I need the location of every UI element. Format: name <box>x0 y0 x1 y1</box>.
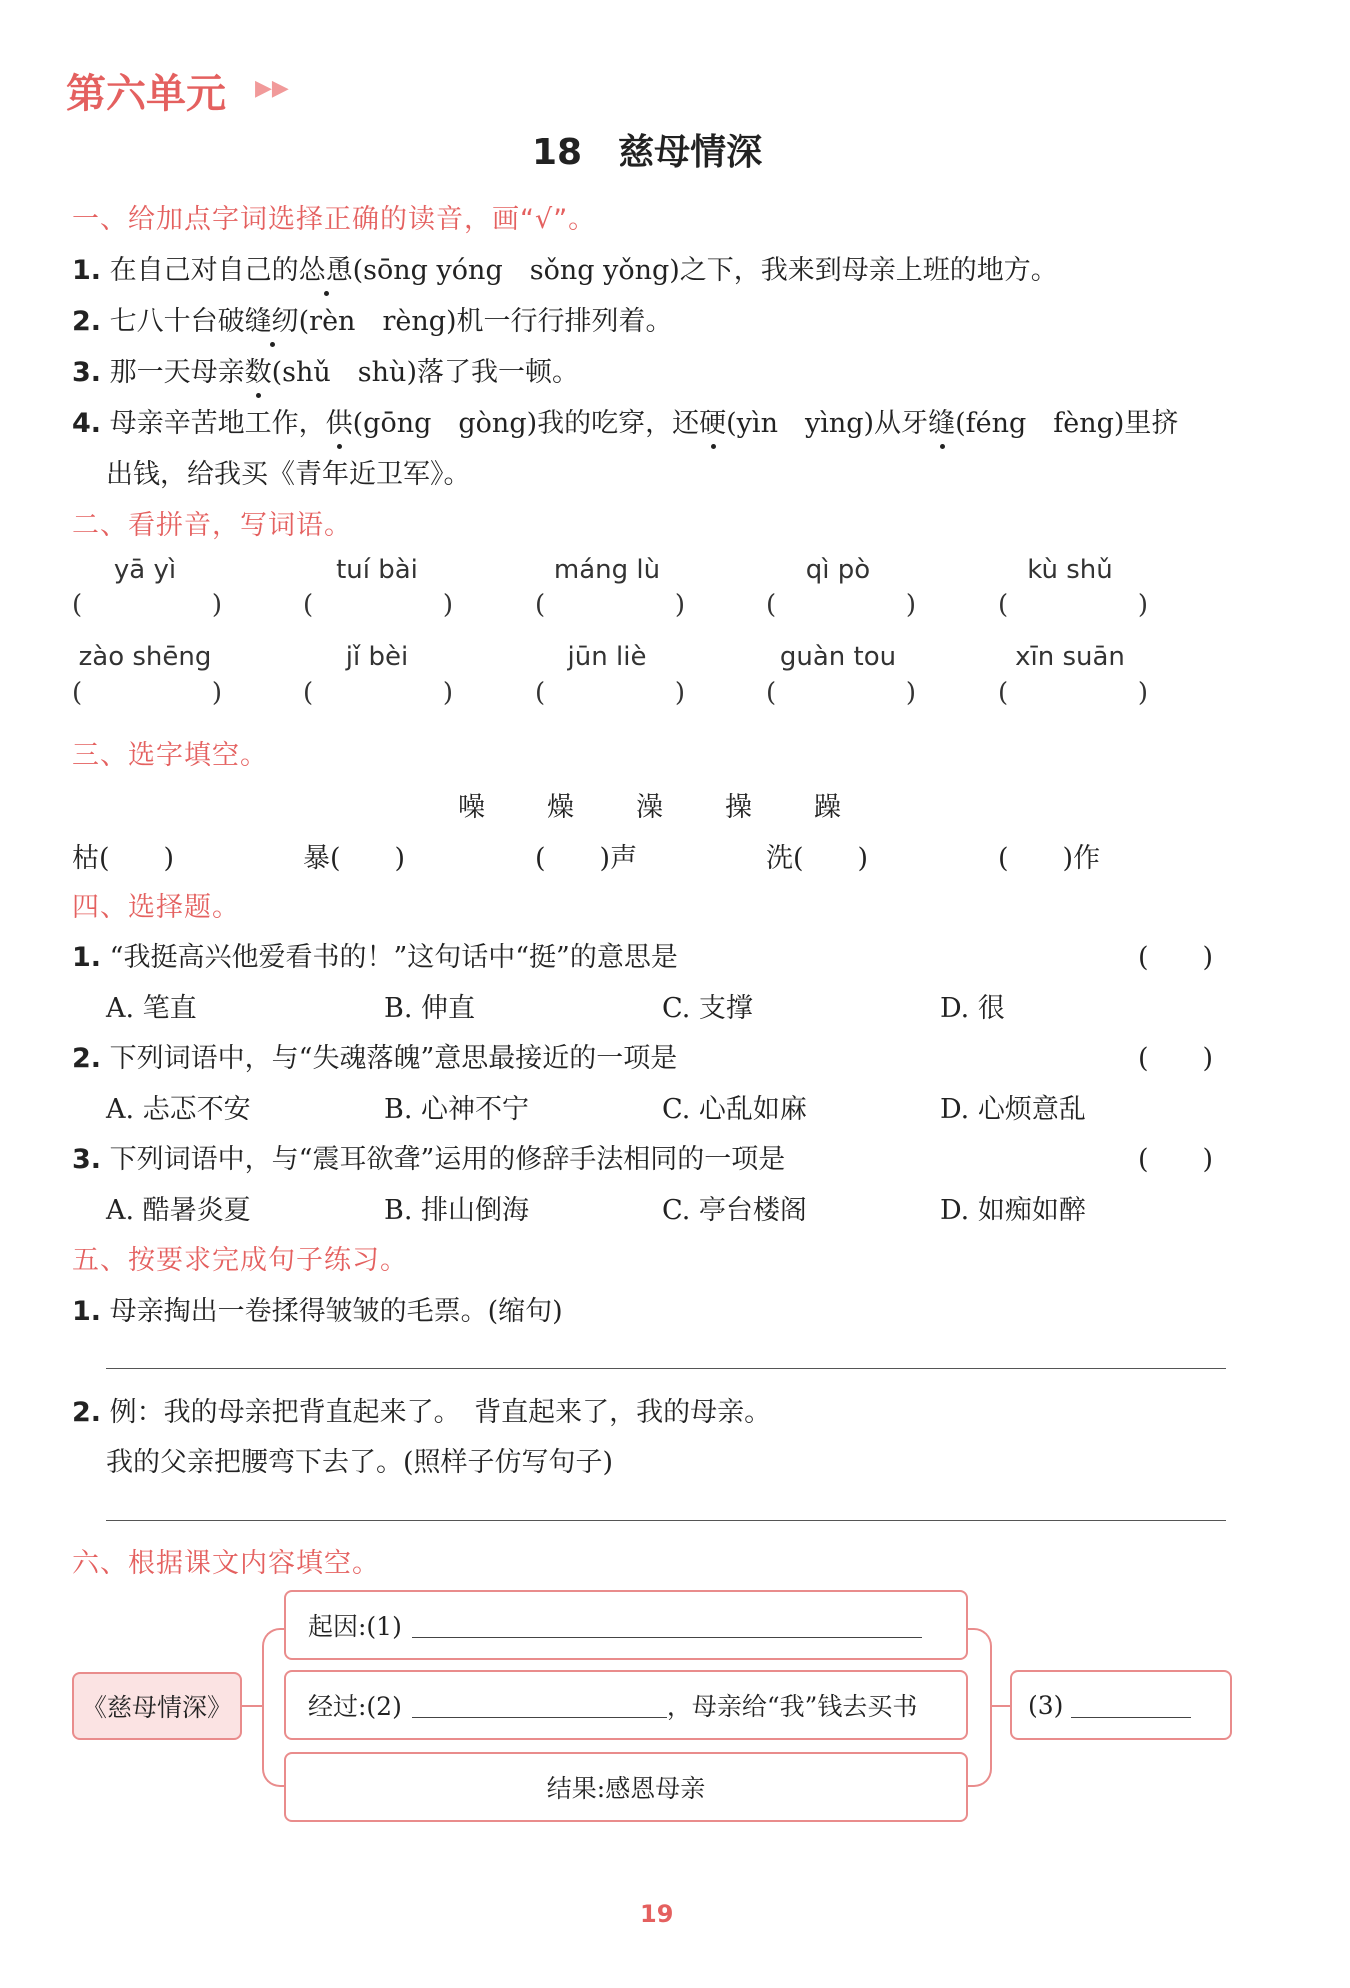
mc-question-3: 3. 下列词语中，与“震耳欲聋”运用的修辞手法相同的一项是 <box>72 1144 786 1175</box>
fill-blank-5[interactable]: ( )作 <box>998 843 1101 874</box>
mc-option[interactable]: B. 伸直 <box>384 993 476 1024</box>
cause-box: 起因:(1) <box>284 1590 968 1660</box>
effect-box: (3) <box>1010 1670 1232 1740</box>
s1-item-3: 3. 那一天母亲数(shǔ shù)落了我一顿。 <box>72 350 579 389</box>
mc-option[interactable]: D. 心烦意乱 <box>940 1094 1086 1125</box>
mc-option[interactable]: D. 如痴如醉 <box>940 1195 1086 1226</box>
section-5-title: 五、按要求完成句子练习。 <box>72 1245 408 1276</box>
result-box: 结果:感恩母亲 <box>284 1752 968 1822</box>
unit-arrow-icon: ▶▶ <box>255 76 289 101</box>
fill-blank-1[interactable]: 枯( ) <box>72 843 175 874</box>
pinyin-6: zào shēng <box>78 642 212 672</box>
section-3-title: 三、选字填空。 <box>72 740 268 771</box>
mc-option[interactable]: D. 很 <box>940 993 1005 1024</box>
char-option-5: 躁 <box>814 792 841 823</box>
pinyin-8: jūn liè <box>567 642 647 672</box>
mc-option[interactable]: A. 酷暑炎夏 <box>106 1195 251 1226</box>
pinyin-1: yā yì <box>113 555 177 585</box>
answer-blank-5[interactable]: ( ) <box>998 590 1148 620</box>
answer-blank-6[interactable]: ( ) <box>72 678 222 708</box>
effect-blank[interactable] <box>1071 1693 1191 1718</box>
answer-blank-3[interactable]: ( ) <box>535 590 685 620</box>
mc-option[interactable]: C. 心乱如麻 <box>662 1094 807 1125</box>
section-1-title: 一、给加点字词选择正确的读音，画“√”。 <box>72 204 597 235</box>
answer-blank-2[interactable]: ( ) <box>303 590 453 620</box>
s5-question-2-task: 我的父亲把腰弯下去了。(照样子仿写句子) <box>106 1447 614 1478</box>
s1-item-4: 4. 母亲辛苦地工作，供(gōng gòng)我的吃穿，还硬(yìn yìng)从牙缝(féng fèng)里挤 <box>72 401 1178 440</box>
pinyin-2: tuí bài <box>336 555 418 585</box>
char-option-2: 燥 <box>547 792 574 823</box>
mc-option[interactable]: A. 笔直 <box>106 993 197 1024</box>
answer-line-2[interactable] <box>106 1520 1226 1521</box>
s5-question-1: 1. 母亲掏出一卷揉得皱皱的毛票。(缩句) <box>72 1296 563 1327</box>
char-option-3: 澡 <box>636 792 663 823</box>
s1-item-4-cont: 出钱，给我买《青年近卫军》。 <box>106 459 471 490</box>
right-stem <box>990 1705 1010 1707</box>
answer-blank-10[interactable]: ( ) <box>998 678 1148 708</box>
mc-answer-paren-3[interactable]: ( ) <box>1138 1144 1214 1175</box>
pinyin-5: kù shǔ <box>1027 555 1113 585</box>
mc-question-1: 1. “我挺高兴他爱看书的！”这句话中“挺”的意思是 <box>72 942 678 973</box>
pinyin-3: máng lù <box>553 555 661 585</box>
book-title-box: 《慈母情深》 <box>72 1672 242 1740</box>
answer-blank-7[interactable]: ( ) <box>303 678 453 708</box>
char-option-1: 噪 <box>458 792 485 823</box>
cause-blank[interactable] <box>412 1613 922 1638</box>
left-stem <box>240 1705 262 1707</box>
right-bracket <box>966 1628 992 1787</box>
answer-blank-4[interactable]: ( ) <box>766 590 916 620</box>
mc-answer-paren-2[interactable]: ( ) <box>1138 1043 1214 1074</box>
mc-option[interactable]: B. 心神不宁 <box>384 1094 530 1125</box>
s1-item-1: 1. 在自己对自己的怂恿(sōng yóng sǒng yǒng)之下，我来到母亲上班的地方。 <box>72 248 1058 287</box>
answer-blank-9[interactable]: ( ) <box>766 678 916 708</box>
fill-blank-3[interactable]: ( )声 <box>535 843 638 874</box>
mc-answer-paren-1[interactable]: ( ) <box>1138 942 1214 973</box>
answer-line-1[interactable] <box>106 1368 1226 1369</box>
pinyin-7: jǐ bèi <box>345 642 409 672</box>
fill-blank-2[interactable]: 暴( ) <box>303 843 406 874</box>
page-number: 19 <box>640 1900 674 1928</box>
mc-question-2: 2. 下列词语中，与“失魂落魄”意思最接近的一项是 <box>72 1043 678 1074</box>
fill-blank-4[interactable]: 洗( ) <box>766 843 869 874</box>
mc-option[interactable]: C. 亭台楼阁 <box>662 1195 807 1226</box>
answer-blank-8[interactable]: ( ) <box>535 678 685 708</box>
mc-option[interactable]: C. 支撑 <box>662 993 753 1024</box>
section-6-title: 六、根据课文内容填空。 <box>72 1548 380 1579</box>
mc-option[interactable]: B. 排山倒海 <box>384 1195 530 1226</box>
s1-item-2: 2. 七八十台破缝纫(rèn rèng)机一行行排列着。 <box>72 299 673 338</box>
unit-title: 第六单元 <box>66 71 226 117</box>
pinyin-10: xīn suān <box>1015 642 1125 672</box>
pinyin-9: guàn tou <box>779 642 897 672</box>
char-option-4: 操 <box>725 792 752 823</box>
pinyin-4: qì pò <box>805 555 871 585</box>
process-box: 经过:(2) ，母亲给“我”钱去买书 <box>284 1670 968 1740</box>
section-2-title: 二、看拼音，写词语。 <box>72 510 352 541</box>
s5-question-2: 2. 例：我的母亲把背直起来了。 背直起来了，我的母亲。 <box>72 1397 772 1428</box>
lesson-title: 18 慈母情深 <box>532 132 763 173</box>
mc-option[interactable]: A. 忐忑不安 <box>106 1094 251 1125</box>
section-4-title: 四、选择题。 <box>72 892 240 923</box>
process-blank[interactable] <box>412 1693 667 1718</box>
answer-blank-1[interactable]: ( ) <box>72 590 222 620</box>
